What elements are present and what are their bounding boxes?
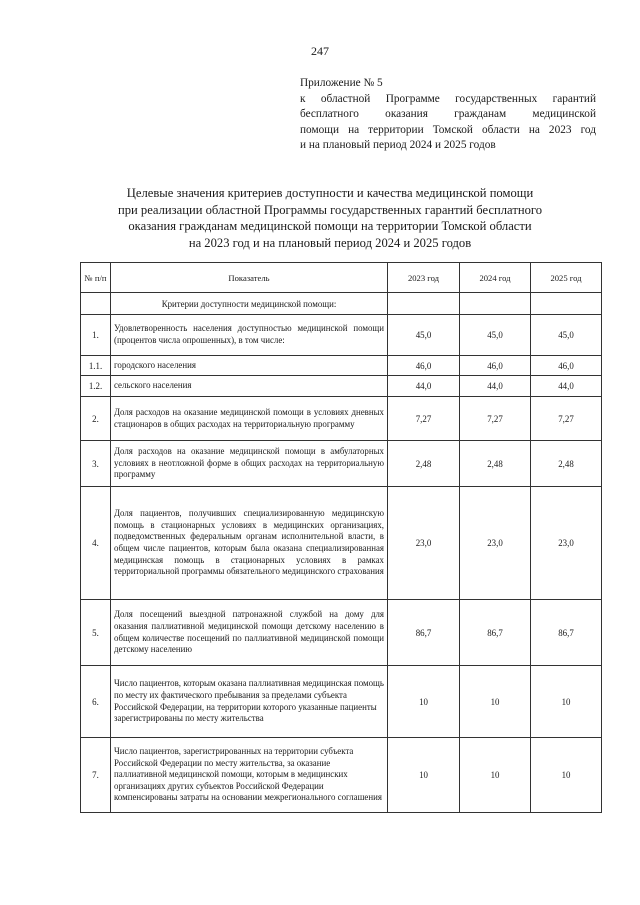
appendix-line: к областной Программе государственных гарантий xyxy=(300,92,596,105)
header-2024: 2024 год xyxy=(460,263,531,293)
header-num: № п/п xyxy=(81,263,111,293)
document-title-line: на 2023 год и на плановый период 2024 и 2025 годов xyxy=(188,235,472,250)
row-indicator: Число пациентов, которым оказана паллиативная медицинская помощь по месту их фактического пребывания за пределами субъекта Российской Федерации, на территории которого указанные пациенты зарегистрированы по месту жительства xyxy=(111,666,388,738)
table-row xyxy=(81,487,602,600)
row-number: 6. xyxy=(81,666,111,738)
row-value-2023: 45,0 xyxy=(388,315,460,356)
row-value-2025: 10 xyxy=(531,738,602,813)
document-title-line: Целевые значения критериев доступности и качества медицинской помощи xyxy=(126,186,534,200)
row-value-2024: 23,0 xyxy=(460,487,531,600)
criteria-table xyxy=(80,262,602,813)
page-number: 247 xyxy=(311,44,329,58)
header-2023: 2023 год xyxy=(388,263,460,293)
row-value-2025: 2,48 xyxy=(531,441,602,487)
table-header-row xyxy=(81,263,602,293)
row-number: 4. xyxy=(81,487,111,600)
row-indicator: Доля посещений выездной патронажной службой на дому для оказания паллиативной медицинской помощи детскому населению в общем количестве посещений по паллиативной медицинской помощи детскому населению xyxy=(111,600,388,666)
row-value-2025: 86,7 xyxy=(531,600,602,666)
row-number: 1. xyxy=(81,315,111,356)
row-indicator: сельского населения xyxy=(111,376,388,397)
appendix-line: бесплатного оказания гражданам медицинской xyxy=(300,108,596,120)
row-value-2025: 10 xyxy=(531,666,602,738)
document-title-line: оказания гражданам медицинской помощи на территории Томской области xyxy=(128,219,532,233)
row-value-2025: 45,0 xyxy=(531,315,602,356)
row-number: 7. xyxy=(81,738,111,813)
row-value-2023: 10 xyxy=(388,666,460,738)
row-number: 2. xyxy=(81,397,111,441)
appendix-header xyxy=(300,76,596,154)
row-value-2024: 10 xyxy=(460,738,531,813)
table-row xyxy=(81,315,602,356)
table-row xyxy=(81,738,602,813)
row-indicator: Доля расходов на оказание медицинской помощи в амбулаторных условиях в неотложной форме в общих расходах на территориальную программу xyxy=(111,441,388,487)
row-value-2024: 10 xyxy=(460,666,531,738)
row-value-2023: 2,48 xyxy=(388,441,460,487)
row-number: 1.2. xyxy=(81,376,111,397)
row-value-2023: 86,7 xyxy=(388,600,460,666)
row-number: 1.1. xyxy=(81,356,111,376)
row-value-2023: 23,0 xyxy=(388,487,460,600)
appendix-line: и на плановый период 2024 и 2025 годов xyxy=(300,139,496,151)
row-indicator: Доля пациентов, получивших специализированную медицинскую помощь в стационарных условиях в медицинских организациях, подведомственных федеральным органам исполнительной власти, в общем числе пациентов, которым была оказана специализированная медицинская помощь в стационарных условиях в рамках территориальной программы обязательного медицинского страхования xyxy=(111,487,388,600)
appendix-title: Приложение № 5 xyxy=(300,77,383,89)
row-value-2025: 46,0 xyxy=(531,356,602,376)
row-value-2024: 2,48 xyxy=(460,441,531,487)
row-indicator: Удовлетворенность населения доступностью медицинской помощи (процентов числа опрошенных), в том числе: xyxy=(111,315,388,356)
table-row xyxy=(81,666,602,738)
row-indicator: Доля расходов на оказание медицинской помощи в условиях дневных стационаров в общих расходах на территориальную программу xyxy=(111,397,388,441)
section-label: Критерии доступности медицинской помощи: xyxy=(111,293,388,315)
document-title-line: при реализации областной Программы государственных гарантий бесплатного xyxy=(117,202,543,217)
document-title xyxy=(80,185,580,251)
row-value-2024: 44,0 xyxy=(460,376,531,397)
row-value-2025: 23,0 xyxy=(531,487,602,600)
row-indicator: Число пациентов, зарегистрированных на территории субъекта Российской Федерации по месту жительства, за оказание паллиативной медицинской помощи, которым в медицинских организациях других субъектов Российской Федерации компенсированы затраты на основании межрегионального соглашения xyxy=(111,738,388,813)
row-value-2025: 44,0 xyxy=(531,376,602,397)
section-row xyxy=(81,293,602,315)
row-value-2024: 7,27 xyxy=(460,397,531,441)
table-row xyxy=(81,441,602,487)
row-value-2023: 7,27 xyxy=(388,397,460,441)
row-indicator: городского населения xyxy=(111,356,388,376)
table-row xyxy=(81,356,602,376)
row-value-2024: 86,7 xyxy=(460,600,531,666)
row-number: 5. xyxy=(81,600,111,666)
row-value-2024: 45,0 xyxy=(460,315,531,356)
row-value-2023: 10 xyxy=(388,738,460,813)
row-value-2023: 46,0 xyxy=(388,356,460,376)
row-number: 3. xyxy=(81,441,111,487)
table-row xyxy=(81,600,602,666)
row-value-2023: 44,0 xyxy=(388,376,460,397)
row-value-2024: 46,0 xyxy=(460,356,531,376)
table-row xyxy=(81,376,602,397)
appendix-line: помощи на территории Томской области на 2023 год xyxy=(300,123,596,136)
header-2025: 2025 год xyxy=(531,263,602,293)
row-value-2025: 7,27 xyxy=(531,397,602,441)
table-row xyxy=(81,397,602,441)
header-indicator: Показатель xyxy=(111,263,388,293)
